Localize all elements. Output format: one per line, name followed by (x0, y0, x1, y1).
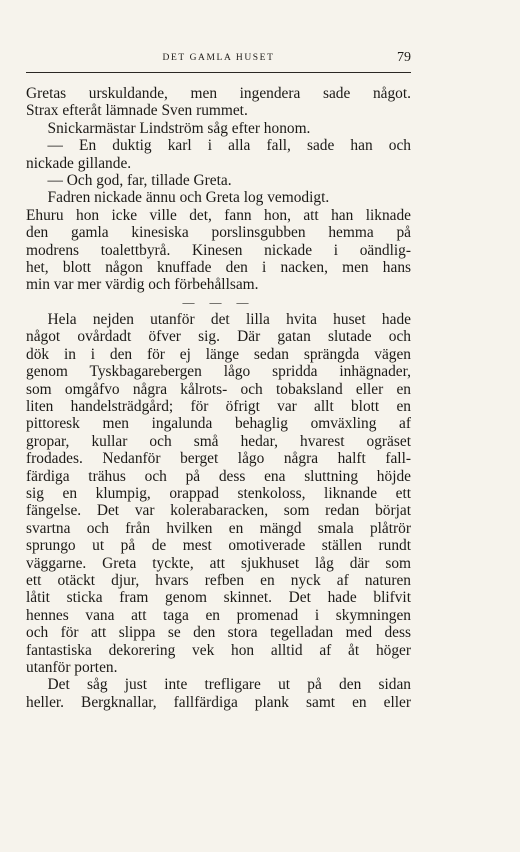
text-line: Strax efteråt lämnade Sven rummet. (26, 102, 248, 120)
page-number: 79 (397, 50, 411, 65)
text-line: väggarne. Greta tyckte, att sjukhuset låg där som (26, 554, 411, 572)
text-line: Ehuru hon icke ville det, fann hon, att han liknade (26, 206, 411, 224)
section-separator: — — — (182, 294, 255, 309)
text-line: — Och god, far, tillade Greta. (47, 171, 232, 189)
text-line: svartna och från hvilken en mängd smala plåtrör (26, 519, 411, 537)
text-line: Snickarmästar Lindström såg efter honom. (47, 119, 311, 137)
header-rule (26, 72, 411, 73)
text-line: sprungo ut på de mest omotiverade ställen rundt (26, 537, 411, 555)
text-line: gropar, kullar och små hedar, hvarest ogräset (26, 432, 411, 450)
text-line: Gretas urskuldande, men ingendera sade något. (26, 85, 411, 102)
text-line: genom Tyskbagarebergen lågo spridda inhägnader, (26, 363, 411, 381)
text-line: den gamla kinesiska porslinsgubben hemma på (26, 224, 411, 242)
page-header (26, 50, 411, 70)
text-line: nickade gillande. (26, 154, 132, 172)
text-line: frodades. Nedanför berget lågo några halft fall- (26, 450, 411, 468)
body-text (26, 85, 411, 711)
text-line: heller. Bergknallar, fallfärdiga plank samt en eller (26, 693, 411, 711)
text-line: het, blott någon knuffade den i nacken, men hans (26, 258, 411, 276)
text-line: sig en klumpig, orappad stenkoloss, liknande ett (26, 484, 411, 502)
text-line: hennes vana att taga en promenad i skymningen (26, 606, 411, 624)
text-line: färdiga trähus och på dess ena sluttning höjde (26, 467, 411, 485)
text-line: Hela nejden utanför det lilla hvita huset hade (47, 311, 411, 329)
text-line: modrens toalettbyrå. Kinesen nickade i oändlig- (26, 241, 411, 259)
text-line: låtit sticka fram genom skinnet. Det hade blifvit (26, 589, 411, 607)
text-line: något ovårdadt öfver sig. Där gatan slutade och (26, 328, 411, 346)
text-line: liten handelsträdgård; för öfrigt var allt blott en (26, 398, 411, 416)
text-line: ett otäckt djur, hvars refben en nyck af naturen (26, 571, 411, 589)
text-line: fängelse. Det var kolerabaracken, som redan börjat (26, 502, 411, 520)
text-line: Det såg just inte trefligare ut på den sidan (47, 676, 411, 694)
text-line: — En duktig karl i alla fall, sade han och (47, 137, 411, 155)
text-line: min var mer värdig och förbehållsam. (26, 276, 259, 294)
text-line: och för att slippa se den stora tegelladan med dess (26, 624, 411, 642)
running-title: DET GAMLA HUSET (162, 53, 275, 63)
text-line: dök in i den för ej länge sedan sprängda vägen (26, 345, 411, 363)
text-line: utanför porten. (26, 658, 118, 676)
text-line: pittoresk men ingalunda behaglig omväxling af (26, 415, 411, 433)
text-line: som omgåfvo några kålrots- och tobaksland eller en (26, 380, 411, 398)
text-line: fantastiska dekorering vek hon alltid af åt höger (26, 641, 411, 659)
text-line: Fadren nickade ännu och Greta log vemodigt. (47, 189, 330, 207)
